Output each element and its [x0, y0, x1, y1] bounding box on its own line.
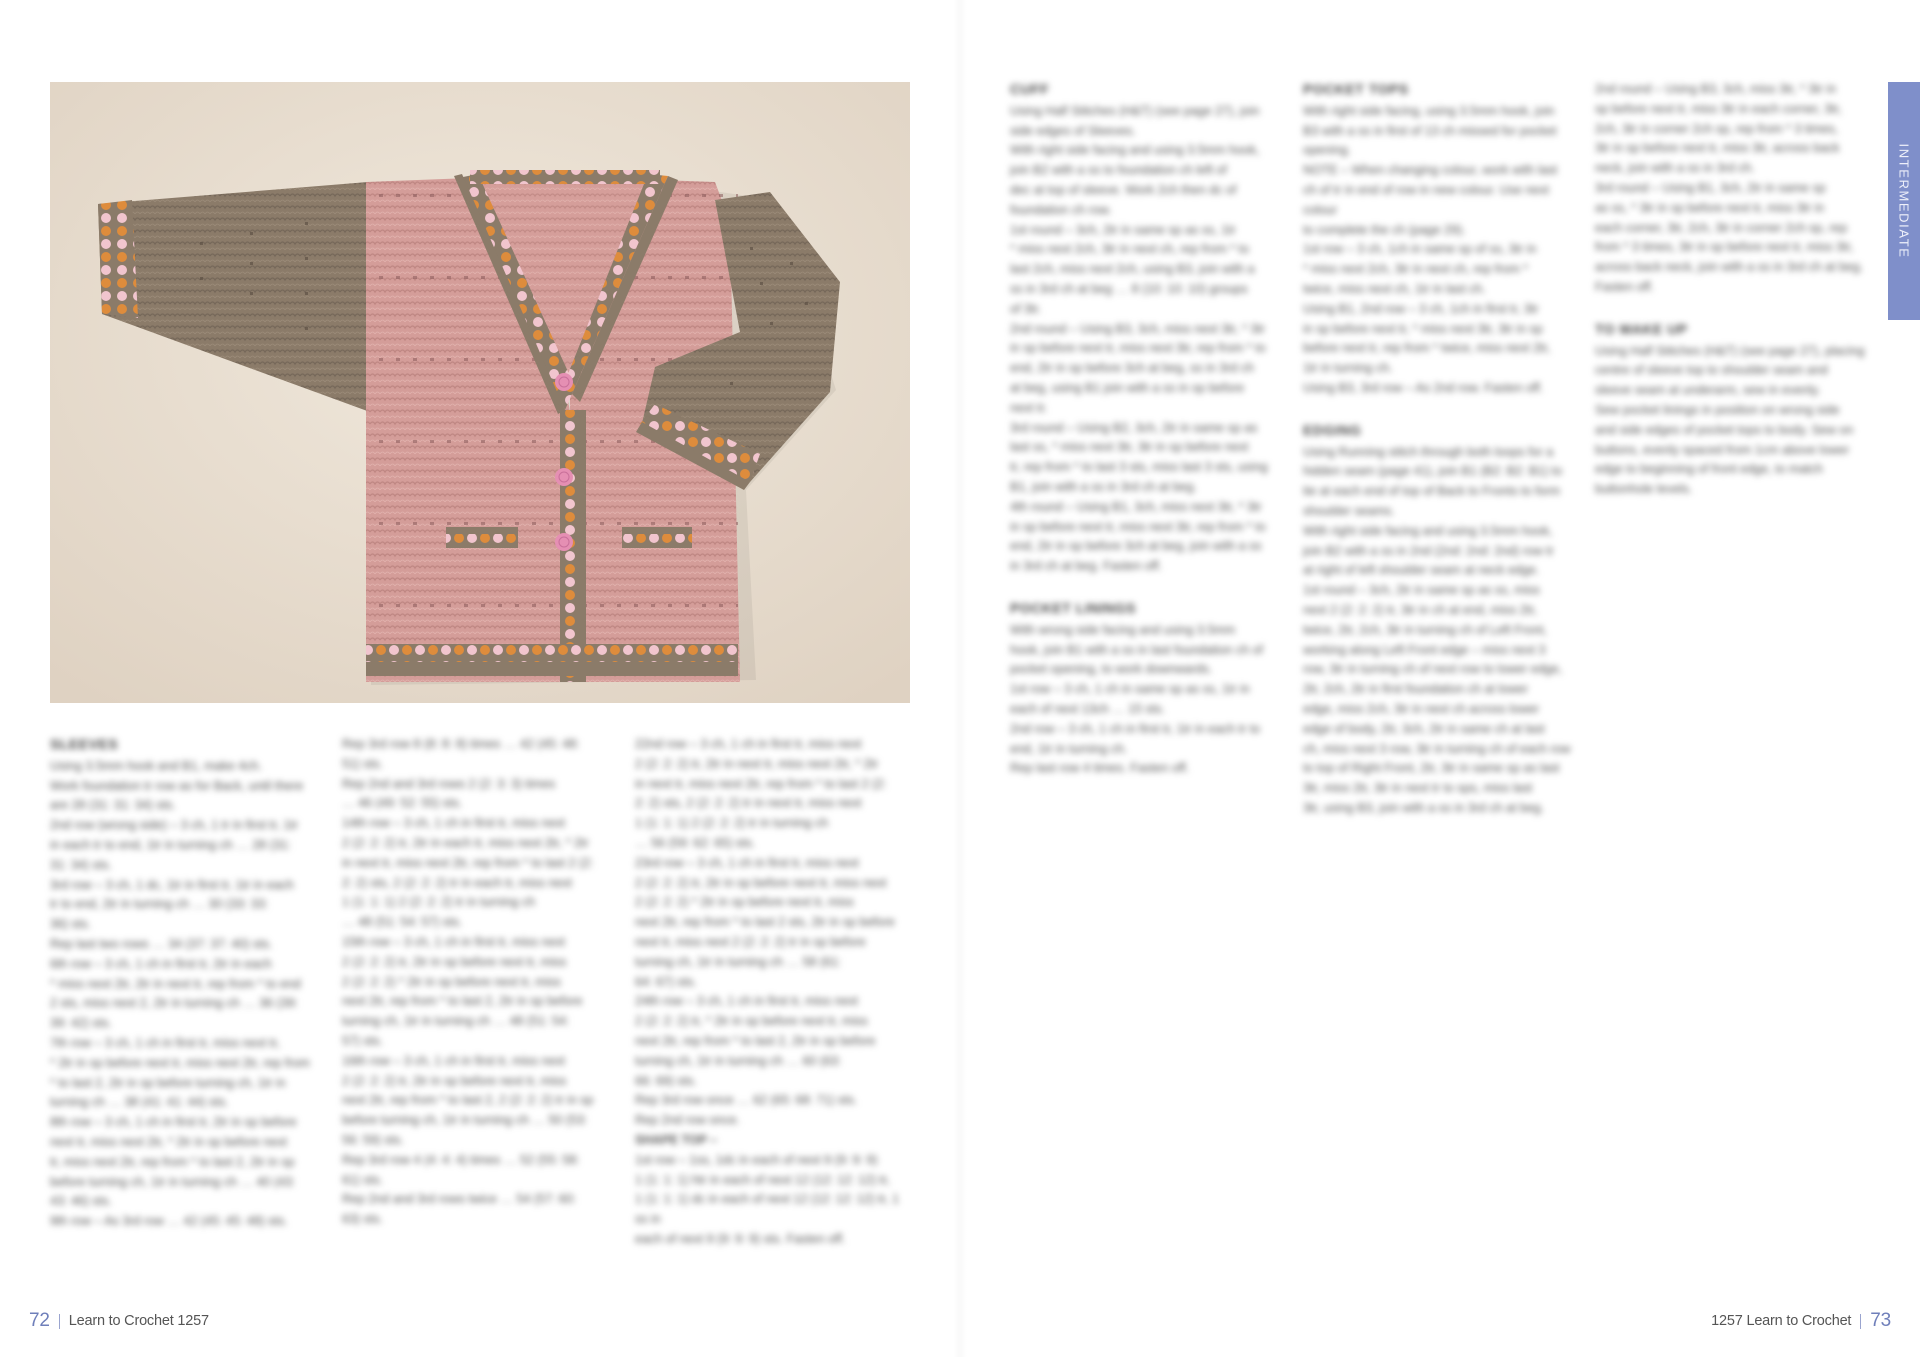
text-line: 3rd round – Using B1, 3ch, 2tr in same sp	[1595, 180, 1826, 195]
text-line: * miss next 2ch, 3tr in next ch, rep from *	[1303, 262, 1529, 277]
text-line: row, 3tr in turning ch of next row to lower edge,	[1303, 662, 1563, 677]
text-line: in sp before next tr, * miss next 3tr, 3tr in sp	[1303, 321, 1543, 336]
text-line: edge, miss 2ch, 3tr in next ch across lower	[1303, 701, 1540, 716]
text-line: before turning ch, 1tr in turning ch … 50 (53:	[342, 1113, 588, 1128]
text-line: 2 sts, miss next 2, 2tr in turning ch … 36 (39:	[50, 996, 299, 1011]
section-heading-to-make-up: TO MAKE UP	[1595, 320, 1688, 337]
text-line: Work foundation tr row as for Back, until there	[50, 778, 304, 793]
text-line: to top of Right Front, 2tr, 3tr in same sp as last	[1303, 761, 1560, 776]
running-title: Learn to Crochet 1257	[68, 1313, 209, 1329]
text-line: 2tr, 2ch, 2tr in first foundation ch at lower	[1303, 682, 1529, 697]
text-line: Rep 3rd row 4 (4: 4: 4) times … 52 (55: 58:	[342, 1152, 580, 1167]
text-line: tie at each end of top of Back to Fronts to form	[1303, 484, 1561, 499]
text-line: 24th row – 3 ch, 1 ch in first tr, miss next	[635, 994, 859, 1009]
text-line: ch of tr in end of row in new colour. Use next colour	[1303, 182, 1549, 217]
text-line: in sp before next tr, miss next 3tr, rep from * to	[1010, 341, 1266, 356]
text-line: 36) sts.	[50, 917, 91, 932]
text-line: 4th round – Using B1, 3ch, miss next 3tr, * 3tr	[1010, 499, 1262, 514]
text-line: Sew pocket linings in position on wrong side	[1595, 402, 1840, 417]
text-line: 6th row – 3 ch, 1 ch in first tr, 2tr in each	[50, 956, 272, 971]
text-line: With wrong side facing and using 3.5mm	[1010, 622, 1236, 637]
text-line: With right side facing and using 3.5mm hook,	[1303, 523, 1553, 538]
text-line: 1st row – 1ss, 1dc in each of next 9 (9: 9: 9)	[635, 1152, 878, 1167]
text-line: 8th row – 3 ch, 1 ch in first tr, 2tr in sp before	[50, 1115, 297, 1130]
text-line: Rep 2nd and 3rd rows 2 (2: 3: 3) times	[342, 776, 556, 791]
section-body	[50, 757, 320, 1232]
text-line: 3tr, miss 2tr, 3tr in next tr to sps, miss last	[1303, 781, 1533, 796]
text-line: 2 (2: 2: 2) * 2tr in sp before next tr, miss	[635, 895, 854, 910]
text-line: 39: 42) sts.	[50, 1016, 112, 1031]
text-line: are 28 (31: 31: 34) sts.	[50, 798, 176, 813]
text-line: join B2 with a ss in 2nd (2nd: 2nd: 2nd) row tr	[1303, 543, 1554, 558]
text-line: dec at top of sleeve. Work 2ch then dc of	[1010, 182, 1237, 197]
text-line: * to last 2, 2tr in sp before turning ch, 1tr in	[50, 1075, 286, 1090]
text-line: opening.	[1303, 143, 1351, 158]
text-line: 1 (1: 1: 1) 2 (2: 2: 2) tr in turning ch	[635, 816, 829, 831]
text-line: 15th row – 3 ch, 1 ch in first tr, miss next	[342, 934, 566, 949]
text-line: 2 (2: 2: 2) tr, 2tr in sp before next tr, miss	[342, 954, 567, 969]
cardigan-photo	[50, 82, 910, 703]
text-line: next 2tr, rep from * to last 2, 2 (2: 2: 2) tr in sp	[342, 1093, 594, 1108]
text-line: last 2ch, miss next 2ch, using B3, join with a	[1010, 262, 1255, 277]
text-line: twice, 2tr, 2ch, 3tr in turning ch of Left Front,	[1303, 622, 1547, 637]
text-line: end, 2tr in sp before 3ch at beg, join with a ss	[1010, 539, 1262, 554]
running-title: 1257 Learn to Crochet	[1711, 1313, 1852, 1329]
text-line: next 2 (2: 2: 2) tr, 3tr in ch at end, miss 2tr,	[1303, 602, 1538, 617]
text-line: last ss, * miss next 3tr, 3tr in sp before next	[1010, 440, 1249, 455]
text-line: 1st row – 3 ch, 1 ch in same sp as ss, 1tr in	[1010, 682, 1250, 697]
text-line: tr, miss next 2tr, rep from * to last 2, 2tr in sp	[50, 1154, 295, 1169]
text-line: foundation ch row.	[1010, 202, 1112, 217]
text-line: 3rd row – 3 ch, 1 dc, 1tr in first tr, 1tr in each	[50, 877, 294, 892]
text-line: * miss next 2ch, 3tr in next ch, rep from * to	[1010, 242, 1249, 257]
text-line: 2 (2: 2: 2) * 2tr in sp before next tr, miss	[342, 974, 561, 989]
text-line: next 2tr, rep from * to last 2 sts, 2tr in sp before	[635, 915, 895, 930]
text-line: in each tr to end, 1tr in turning ch … 28 (31:	[50, 837, 292, 852]
text-line: ch, miss next 3 row, 3tr in turning ch of each row	[1303, 741, 1571, 756]
text-line: B1, join with a ss in 3rd ch at beg.	[1010, 479, 1197, 494]
text-line: 3rd round – Using B2, 3ch, 2tr in same sp as	[1010, 420, 1258, 435]
text-line: NOTE – When changing colour, work with last	[1303, 163, 1558, 178]
cardigan-illustration	[50, 82, 910, 703]
text-line: 66: 69) sts.	[635, 1073, 697, 1088]
text-line: hook, join B1 with a ss in last foundation ch of	[1010, 642, 1263, 657]
text-line: edge of body, 2tr, 3ch, 2tr in same ch at last	[1303, 721, 1545, 736]
text-line: each of next 13ch … 15 sts.	[1010, 701, 1165, 716]
text-line: 2ch, 3tr in corner 2ch sp, rep from * 3 times,	[1595, 121, 1839, 136]
text-line: With right side facing and using 3.5mm hook,	[1010, 143, 1260, 158]
section-heading-cuff: CUFF	[1010, 81, 1050, 97]
text-line: sp before next tr, miss 3tr in each corner, 3tr,	[1595, 101, 1842, 116]
section-heading-edging: EDGING	[1303, 421, 1362, 438]
text-line: 56: 59) sts.	[342, 1132, 404, 1147]
text-line: in sp before next tr, miss next 3tr, rep from * to	[1010, 519, 1266, 534]
text-line: in 3rd ch at beg. Fasten off.	[1010, 559, 1162, 574]
text-line: turning ch … 38 (41: 41: 44) sts.	[50, 1095, 229, 1110]
text-line: at beg, using B1 join with a ss in sp before	[1010, 380, 1245, 395]
text-line: next tr, miss next 2tr, * 2tr in sp before next	[50, 1134, 287, 1149]
text-line: 63) sts.	[342, 1212, 383, 1227]
text-line: side edges of Sleeves.	[1010, 123, 1136, 138]
text-line: 31: 34) sts.	[50, 857, 112, 872]
text-line: Rep 2nd row once.	[635, 1113, 740, 1128]
section-heading-sleeves: SLEEVES	[50, 736, 119, 752]
text-line: neck, join with a ss in 3rd ch.	[1595, 161, 1755, 176]
text-line: 51) sts.	[342, 756, 383, 771]
text-line: Rep 2nd and 3rd rows twice … 54 (57: 60:	[342, 1192, 577, 1207]
text-line: before next tr, rep from * twice, miss next 2tr,	[1303, 341, 1551, 356]
text-line: Using Running stitch through both loops for a	[1303, 444, 1554, 459]
text-line: ss in 3rd ch at beg … 8 (10: 10: 10) groups	[1010, 281, 1248, 296]
text-line: Using Half Stitches (H&T) (see page 27), placing	[1595, 343, 1865, 358]
text-line: across back neck, join with a ss in 3rd ch at beg.	[1595, 260, 1864, 275]
text-line: tr to end, 2tr in turning ch … 30 (33: 33:	[50, 897, 269, 912]
text-line: 2: 2) sts, 2 (2: 2: 2) tr in next tr, miss next	[635, 796, 862, 811]
text-line: 1st round – 3ch, 2tr in same sp as ss, 1tr	[1010, 222, 1236, 237]
text-line: … 56 (59: 62: 65) sts.	[635, 835, 756, 850]
text-line: 2 (2: 2: 2) tr, * 2tr in sp before next tr, miss	[635, 1014, 868, 1029]
text-line: buttons, evenly spaced from 1cm above lower	[1595, 442, 1850, 457]
text-line: 2 (2: 2: 2) tr, 2tr in each tr, miss next 2tr, * 2tr	[342, 835, 589, 850]
column-2	[342, 735, 617, 1230]
text-line: 1st row – 3 ch, 1ch in same sp of ss, 3tr in	[1303, 242, 1537, 257]
text-line: end, 1tr in turning ch.	[1010, 741, 1128, 756]
page-number: 73	[1870, 1310, 1891, 1331]
text-line: 2 (2: 2: 2) tr, 2tr in sp before next tr, miss	[342, 1073, 567, 1088]
text-line: 3tr in sp before next tr, miss 3tr, across back	[1595, 141, 1840, 156]
text-line: 1st round – 3ch, 2tr in same sp as ss, miss	[1303, 583, 1540, 598]
text-line: 2nd round – Using B3, 3ch, miss 3tr, * 3tr in	[1595, 82, 1837, 96]
text-line: 9th row – As 3rd row … 42 (45: 45: 48) sts.	[50, 1214, 288, 1229]
text-line: edge to beginning of front edge, to match	[1595, 462, 1823, 477]
text-line: … 46 (49: 52: 55) sts.	[342, 796, 463, 811]
text-line: Rep last row 4 times. Fasten off.	[1010, 761, 1190, 776]
text-line: 1 (1: 1: 1) htr in each of next 12 (12: 12: 12) tr,	[635, 1172, 891, 1187]
text-line: 1tr in turning ch.	[1303, 361, 1393, 376]
difficulty-level-tab	[1888, 82, 1920, 320]
text-line: B3 with a ss in first of 13 ch missed for pocket	[1303, 123, 1557, 138]
text-line: next tr.	[1010, 400, 1048, 415]
left-folio	[29, 1310, 209, 1332]
text-line: 1 (1: 1: 1) 2 (2: 2: 2) tr in turning ch	[342, 895, 536, 910]
text-line: 2nd row (wrong side) – 3 ch, 1 tr in first tr, 1tr	[50, 818, 299, 833]
text-line: 22nd row – 3 ch, 1 ch in first tr, miss next	[635, 737, 862, 751]
column-3	[635, 735, 913, 1250]
difficulty-level-label: INTERMEDIATE	[1896, 143, 1912, 259]
text-line: turning ch, 1tr in turning ch … 60 (63:	[635, 1053, 842, 1068]
text-line: 2 (2: 2: 2) tr, 2tr in next tr, miss next 2tr, * 2tr	[635, 756, 879, 771]
text-line: Rep last two rows … 34 (37: 37: 40) sts.	[50, 936, 273, 951]
text-line: 43: 46) sts.	[50, 1194, 112, 1209]
text-line: 2: 2) sts, 2 (2: 2: 2) tr in each tr, miss next	[342, 875, 572, 890]
column-sleeves	[50, 735, 320, 1232]
text-line: turning ch, 1tr in turning ch … 58 (61:	[635, 954, 842, 969]
text-line: in next tr, miss next 2tr, rep from * to last 2 (2:	[635, 776, 887, 791]
text-line: centre of sleeve top to shoulder seam and	[1595, 363, 1828, 378]
text-line: 1 (1: 1: 1) dc in each of next 12 (12: 12: 12) tr, 1 ss in	[635, 1192, 900, 1227]
text-line: With right side facing, using 3.5mm hook, join	[1303, 103, 1555, 118]
column-pocket-tops-edging	[1303, 80, 1578, 819]
text-line: next 2tr, rep from * to last 2, 2tr in sp before	[635, 1033, 876, 1048]
text-line: 23rd row – 3 ch, 1 ch in first tr, miss next	[635, 855, 859, 870]
text-line: 7th row – 3 ch, 1 ch in first tr, miss next tr,	[50, 1035, 280, 1050]
text-line: from * 3 times, 3tr in sp before next tr, miss 3tr,	[1595, 240, 1854, 255]
text-line: sleeve seam at underarm, sew in evenly.	[1595, 383, 1821, 398]
text-line: turning ch, 1tr in turning ch … 48 (51: 54:	[342, 1014, 570, 1029]
text-line: to complete the ch (page 29).	[1303, 222, 1466, 237]
text-line: at right of left shoulder seam at neck edge.	[1303, 563, 1540, 578]
text-line: buttonhole levels.	[1595, 482, 1693, 497]
text-line: Rep 3rd row 8 (8: 8: 8) times … 42 (45: 48:	[342, 737, 580, 751]
text-line: each corner, 3tr, 2ch, 3tr in corner 2ch sp, rep	[1595, 220, 1848, 235]
text-line: end, 2tr in sp before 3ch at beg, ss in 3rd ch	[1010, 361, 1254, 376]
text-line: 61) sts.	[342, 1172, 383, 1187]
text-line: … 48 (51: 54: 57) sts.	[342, 915, 463, 930]
text-line: 2nd round – Using B3, 3ch, miss next 3tr, * 3tr	[1010, 321, 1265, 336]
text-line: 14th row – 3 ch, 1 ch in first tr, miss next	[342, 816, 566, 831]
text-line: SHAPE TOP –	[635, 1132, 718, 1147]
text-line: 2nd row – 3 ch, 1 ch in first tr, 1tr in each tr to	[1010, 721, 1261, 736]
folio-divider	[1860, 1314, 1861, 1329]
page-number: 72	[29, 1310, 50, 1331]
text-line: twice, miss next ch, 1tr in last ch.	[1303, 281, 1486, 296]
text-line: 3tr, using B3, join with a ss in 3rd ch at beg.	[1303, 800, 1545, 815]
text-line: join B2 with a ss to foundation ch left of	[1010, 163, 1227, 178]
text-line: 2 (2: 2: 2) tr, 2tr in sp before next tr, miss next	[635, 875, 887, 890]
section-heading-pocket-linings: POCKET LININGS	[1010, 599, 1137, 616]
right-folio	[1711, 1310, 1891, 1332]
text-line: working along Left Front edge – miss next 3	[1303, 642, 1546, 657]
folio-divider	[59, 1314, 60, 1329]
text-line: shoulder seams.	[1303, 503, 1395, 518]
text-line: Using 3.5mm hook and B1, make 4ch.	[50, 758, 262, 773]
text-line: Rep 3rd row once … 62 (65: 68: 71) sts.	[635, 1093, 858, 1108]
right-page	[960, 0, 1920, 1357]
text-line: next tr, miss next 2 (2: 2: 2) tr in sp before	[635, 934, 866, 949]
text-line: 16th row – 3 ch, 1 ch in first tr, miss next	[342, 1053, 566, 1068]
text-line: Using Half Stitches (H&T) (see page 27), join	[1010, 103, 1260, 118]
text-line: Using B1, 2nd row – 3 ch, 1ch in first tr, 3tr	[1303, 301, 1539, 316]
text-line: Using B3, 3rd row – As 2nd row. Fasten off.	[1303, 380, 1544, 395]
text-line: 57) sts.	[342, 1033, 383, 1048]
text-line: next 2tr, rep from * to last 2, 2tr in sp before	[342, 994, 583, 1009]
text-line: * miss next 2tr, 2tr in next tr, rep from * to end	[50, 976, 301, 991]
text-line: hidden seam (page 41), join B1 (B2: B2: B1) to	[1303, 464, 1563, 479]
column-edging-make-up	[1595, 80, 1875, 500]
text-line: as ss, * 3tr in sp before next tr, miss 3tr in	[1595, 200, 1825, 215]
column-cuff-pocket-linings	[1010, 80, 1285, 779]
text-line: before turning ch, 1tr in turning ch … 40 (43:	[50, 1174, 296, 1189]
text-line: * 2tr in sp before next tr, miss next 2tr, rep from	[50, 1055, 310, 1070]
text-line: each of next 9 (9: 9: 9) sts. Fasten off.	[635, 1231, 846, 1246]
text-line: pocket opening, to work downwards.	[1010, 662, 1213, 677]
text-line: and side edges of pocket tops to body. Sew on	[1595, 422, 1854, 437]
text-line: in next tr, miss next 2tr, rep from * to last 2 (2:	[342, 855, 594, 870]
text-line: 64: 67) sts.	[635, 974, 697, 989]
section-heading-pocket-tops: POCKET TOPS	[1303, 81, 1409, 97]
text-line: of 3tr.	[1010, 301, 1042, 316]
text-line: tr, rep from * to last 3 sts, miss last 3 sts, using	[1010, 460, 1268, 475]
text-line: Fasten off.	[1595, 279, 1654, 294]
